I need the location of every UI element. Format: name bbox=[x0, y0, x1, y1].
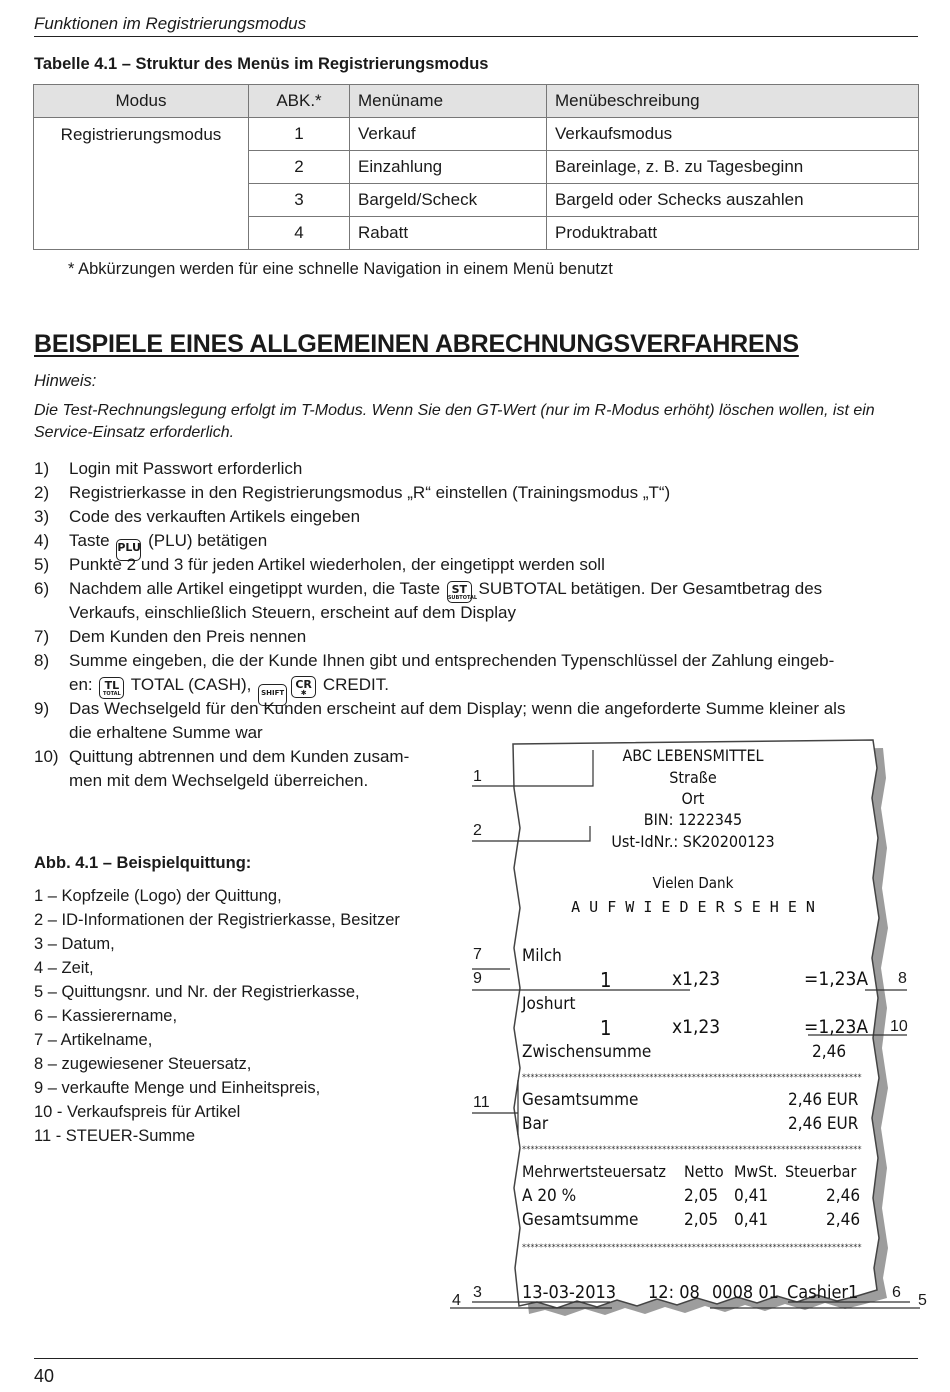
step-8-continued: en: TL TOTAL TOTAL (CASH), SHIFT CR ✱ CREDIT. bbox=[69, 673, 389, 706]
receipt-tax-rate: A 20 % bbox=[522, 1186, 577, 1206]
callout-7: 7 bbox=[473, 946, 482, 963]
column-header: Menübeschreibung bbox=[547, 85, 919, 118]
legend-item: 8 – zugewiesener Steuersatz, bbox=[34, 1055, 252, 1073]
receipt-tax-vat: 0,41 bbox=[734, 1186, 769, 1206]
mode-cell: Registrierungsmodus bbox=[34, 118, 249, 250]
callout-5: 5 bbox=[918, 1292, 927, 1309]
receipt-tax-total-vat: 0,41 bbox=[734, 1210, 769, 1230]
step-9: 9) Das Wechselgeld für den Kunden erscheint auf dem Display; wenn die angeforderte Summe kleiner als bbox=[34, 699, 846, 718]
receipt-item-qty: 1 bbox=[600, 968, 612, 992]
step-6-continued: Verkaufs, einschließlich Steuern, erscheint auf dem Display bbox=[69, 603, 516, 622]
page-number: 40 bbox=[34, 1366, 55, 1386]
step-5: 5) Punkte 2 und 3 für jeden Artikel wiederholen, der eingetippt werden soll bbox=[34, 555, 605, 574]
table-footnote: * Abkürzungen werden für eine schnelle Navigation in einem Menü benutzt bbox=[68, 260, 613, 278]
receipt-subtotal-label: Zwischensumme bbox=[522, 1042, 652, 1062]
receipt-tax-taxable: 2,46 bbox=[826, 1186, 861, 1206]
legend-item: 7 – Artikelname, bbox=[34, 1031, 153, 1049]
running-header: Funktionen im Registrierungsmodus bbox=[34, 12, 918, 37]
callout-10: 10 bbox=[890, 1018, 908, 1035]
abk-cell: 4 bbox=[249, 217, 350, 250]
menu-structure-table bbox=[33, 84, 919, 250]
shift-key-icon: SHIFT bbox=[258, 684, 287, 706]
total-key-icon: TL TOTAL bbox=[99, 677, 124, 699]
receipt-item-total: =1,23A bbox=[804, 1016, 869, 1038]
receipt-separator: ******************************************************************************** bbox=[522, 1145, 862, 1155]
note-text: Die Test-Rechnungslegung erfolgt im T-Modus. Wenn Sie den GT-Wert (nur im R-Modus erhöht) löschen wollen, ist ein Service-Einsatz erforderlich. bbox=[34, 402, 875, 441]
menu-desc-cell: Bargeld oder Schecks auszahlen bbox=[547, 184, 919, 217]
step-2: 2) Registrierkasse in den Registrierungsmodus „R“ einstellen (Trainingsmodus „T“) bbox=[34, 483, 671, 502]
legend-item: 9 – verkaufte Menge und Einheitspreis, bbox=[34, 1079, 321, 1097]
column-header: Modus bbox=[34, 85, 249, 118]
receipt-tax-header-net: Netto bbox=[684, 1162, 724, 1181]
step-6: 6) Nachdem alle Artikel eingetippt wurden, die Taste ST SUBTOTAL SUBTOTAL betätigen. Der Gesamtbetrag des bbox=[34, 579, 823, 601]
legend-item: 10 - Verkaufspreis für Artikel bbox=[34, 1103, 241, 1121]
legend-item: 3 – Datum, bbox=[34, 935, 115, 953]
credit-key-icon: CR ✱ bbox=[291, 676, 316, 698]
receipt-item-price: x1,23 bbox=[672, 1016, 721, 1038]
receipt-tax-header-vat: MwSt. bbox=[734, 1162, 778, 1181]
menu-name-cell: Einzahlung bbox=[350, 151, 547, 184]
receipt-cashier: Cashier1 bbox=[787, 1282, 859, 1303]
step-10: 10) Quittung abtrennen und dem Kunden zusam- bbox=[34, 747, 410, 766]
legend-item: 6 – Kassierername, bbox=[34, 1007, 178, 1025]
menu-name-cell: Bargeld/Scheck bbox=[350, 184, 547, 217]
receipt-number: 0008 01 bbox=[712, 1282, 779, 1303]
column-header: ABK.* bbox=[249, 85, 350, 118]
callout-3: 3 bbox=[473, 1284, 482, 1301]
note-label: Hinweis: bbox=[34, 372, 97, 390]
callout-6: 6 bbox=[892, 1284, 901, 1301]
step-8: 8) Summe eingeben, die der Kunde Ihnen gibt und entsprechenden Typenschlüssel der Zahlung eingeb- bbox=[34, 651, 835, 670]
table-header-row bbox=[34, 85, 919, 118]
menu-name-cell: Rabatt bbox=[350, 217, 547, 250]
callout-9: 9 bbox=[473, 970, 482, 987]
section-title: BEISPIELE EINES ALLGEMEINEN ABRECHNUNGSVERFAHRENS bbox=[34, 330, 799, 358]
receipt-shop-name: ABC LEBENSMITTEL bbox=[622, 746, 764, 765]
receipt-item-total: =1,23A bbox=[804, 968, 869, 990]
figure-caption: Abb. 4.1 – Beispielquittung: bbox=[34, 854, 252, 872]
receipt-tax-total-taxable: 2,46 bbox=[826, 1210, 861, 1230]
column-header: Menüname bbox=[350, 85, 547, 118]
receipt-item-qty: 1 bbox=[600, 1016, 612, 1040]
receipt-bin: BIN: 1222345 bbox=[643, 810, 743, 829]
table-title: Tabelle 4.1 – Struktur des Menüs im Registrierungsmodus bbox=[34, 55, 489, 73]
example-receipt bbox=[512, 744, 874, 1330]
subtotal-key-icon: ST SUBTOTAL bbox=[447, 583, 478, 601]
legend-item: 1 – Kopfzeile (Logo) der Quittung, bbox=[34, 887, 282, 905]
plu-key-icon: PLU bbox=[116, 539, 141, 561]
callout-11: 11 bbox=[473, 1094, 490, 1111]
receipt-tax-total-net: 2,05 bbox=[684, 1210, 719, 1230]
receipt-cash-label: Bar bbox=[522, 1114, 549, 1134]
step-10-continued: men mit dem Wechselgeld überreichen. bbox=[69, 771, 369, 790]
receipt-tax-header-rate: Mehrwertsteuersatz bbox=[522, 1162, 666, 1181]
step-4: 4) Taste PLU (PLU) betätigen bbox=[34, 529, 267, 561]
receipt-item-name: Milch bbox=[522, 946, 562, 966]
legend-item: 5 – Quittungsnr. und Nr. der Registrierkasse, bbox=[34, 983, 360, 1001]
abk-cell: 2 bbox=[249, 151, 350, 184]
receipt-city: Ort bbox=[681, 789, 705, 808]
menu-desc-cell: Verkaufsmodus bbox=[547, 118, 919, 151]
receipt-subtotal-value: 2,46 bbox=[812, 1042, 847, 1062]
receipt-vat-id: Ust-IdNr.: SK20200123 bbox=[611, 832, 775, 851]
abk-cell: 1 bbox=[249, 118, 350, 151]
menu-desc-cell: Produktrabatt bbox=[547, 217, 919, 250]
receipt-grand-total-label: Gesamtsumme bbox=[522, 1090, 639, 1110]
receipt-item-name: Joshurt bbox=[522, 994, 576, 1014]
receipt-thanks: Vielen Dank bbox=[652, 874, 734, 892]
receipt-separator: ******************************************************************************** bbox=[522, 1243, 862, 1253]
step-7: 7) Dem Kunden den Preis nennen bbox=[34, 627, 307, 646]
legend-item: 4 – Zeit, bbox=[34, 959, 94, 977]
table-row bbox=[34, 118, 919, 151]
receipt-tax-header-taxable: Steuerbar bbox=[785, 1162, 857, 1181]
step-9-continued: die erhaltene Summe war bbox=[69, 723, 263, 742]
receipt-street: Straße bbox=[669, 768, 717, 787]
menu-desc-cell: Bareinlage, z. B. zu Tagesbeginn bbox=[547, 151, 919, 184]
footer-rule bbox=[34, 1358, 918, 1359]
step-1: 1) Login mit Passwort erforderlich bbox=[34, 459, 303, 478]
receipt-date: 13-03-2013 bbox=[522, 1282, 617, 1303]
legend-item: 2 – ID-Informationen der Registrierkasse, Besitzer bbox=[34, 911, 400, 929]
callout-4: 4 bbox=[452, 1292, 461, 1309]
abk-cell: 3 bbox=[249, 184, 350, 217]
callout-8: 8 bbox=[898, 970, 907, 987]
receipt-goodbye: A U F W I E D E R S E H E N bbox=[571, 898, 815, 916]
callout-2: 2 bbox=[473, 822, 482, 839]
receipt-cash-value: 2,46 EUR bbox=[788, 1114, 859, 1134]
receipt-tax-net: 2,05 bbox=[684, 1186, 719, 1206]
receipt-item-price: x1,23 bbox=[672, 968, 721, 990]
receipt-separator: ******************************************************************************** bbox=[522, 1073, 862, 1083]
menu-name-cell: Verkauf bbox=[350, 118, 547, 151]
receipt-time: 12: 08 bbox=[648, 1282, 700, 1303]
receipt-grand-total-value: 2,46 EUR bbox=[788, 1090, 859, 1110]
receipt-tax-total-label: Gesamtsumme bbox=[522, 1210, 639, 1230]
step-3: 3) Code des verkauften Artikels eingeben bbox=[34, 507, 361, 526]
callout-1: 1 bbox=[473, 768, 482, 785]
legend-item: 11 - STEUER-Summe bbox=[34, 1127, 196, 1145]
